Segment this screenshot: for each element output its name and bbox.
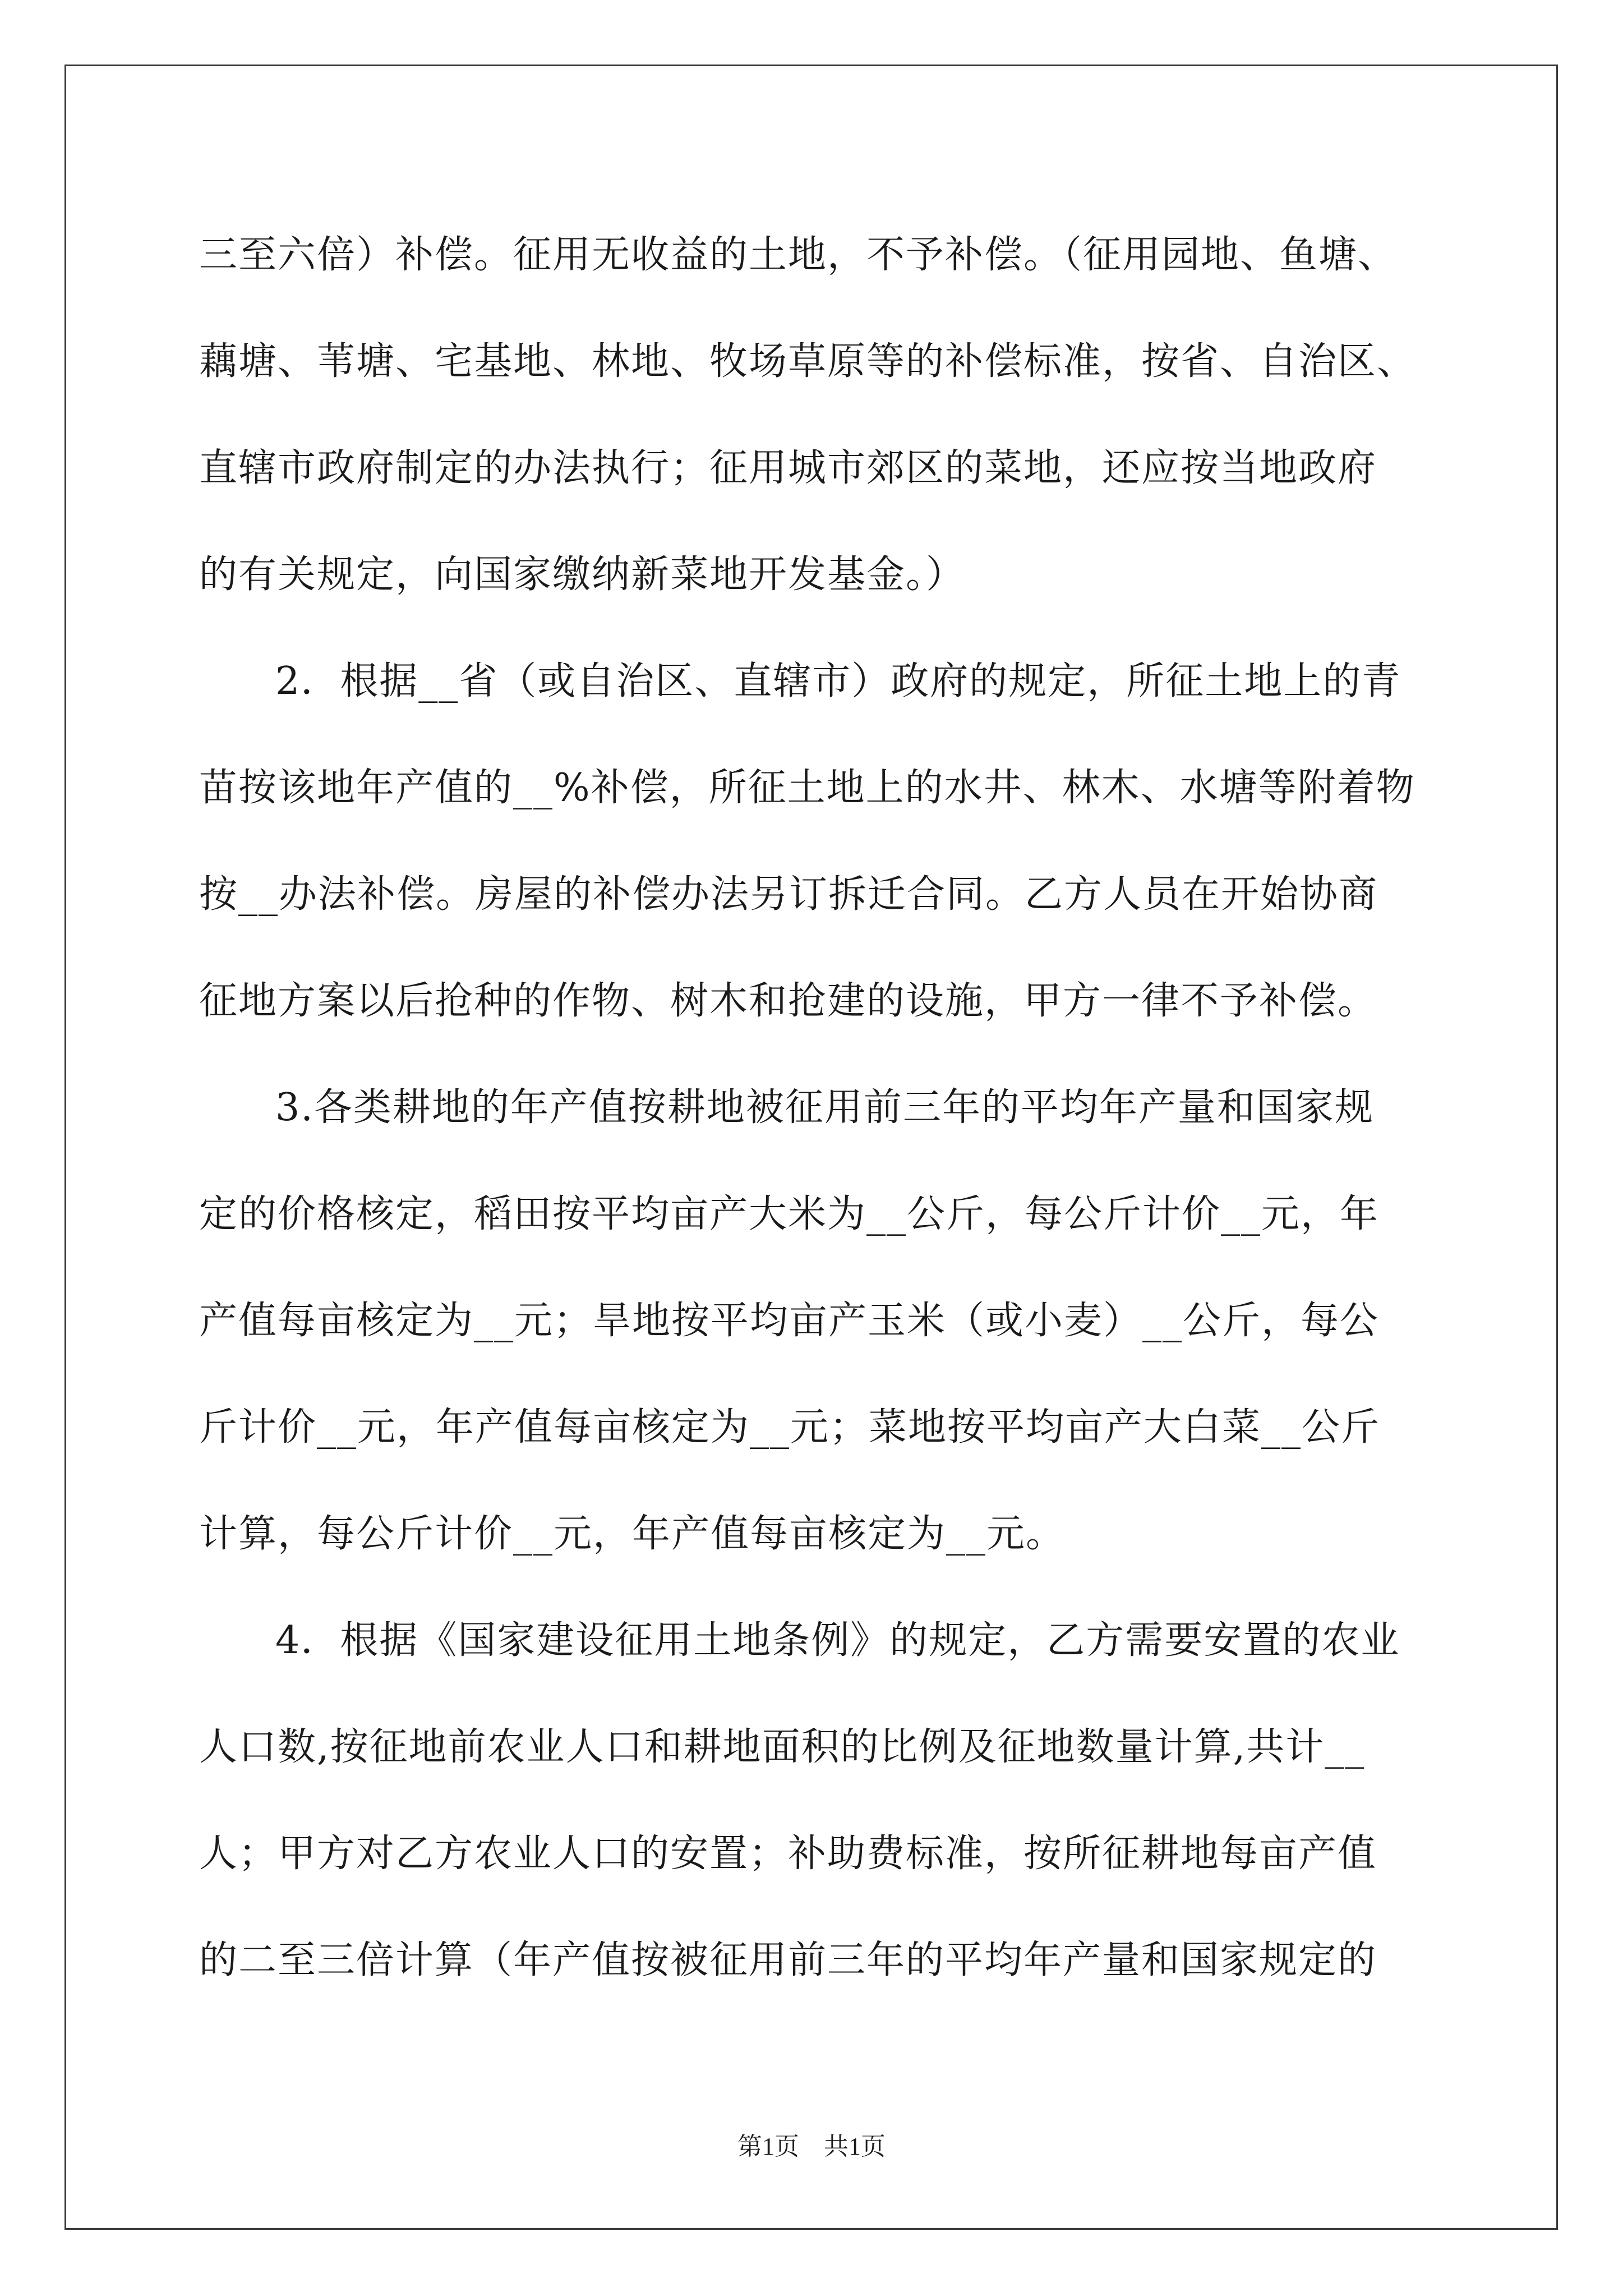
paragraph-3-start: 3.各类耕地的年产值按耕地被征用前三年的平均年产量和国家规 [275,1085,1374,1130]
text-line: 征地方案以后抢种的作物、树木和抢建的设施，甲方一律不予补偿。 [199,979,1377,1023]
text-line: 藕塘、苇塘、宅基地、林地、牧场草原等的补偿标准，按省、自治区、 [199,339,1417,384]
text-line: 按__办法补偿。房屋的补偿办法另订拆迁合同。乙方人员在开始协商 [199,872,1378,917]
text-line: 直辖市政府制定的办法执行；征用城市郊区的菜地，还应按当地政府 [199,446,1377,490]
text-line: 人口数,按征地前农业人口和耕地面积的比例及征地数量计算,共计__ [199,1725,1366,1769]
text-line: 三至六倍）补偿。征用无收益的土地，不予补偿。（征用园地、鱼塘、 [199,233,1398,277]
text-line: 计算，每公斤计价__元，年产值每亩核定为__元。 [199,1512,1066,1556]
paragraph-2-start: 2．根据__省（或自治区、直辖市）政府的规定，所征土地上的青 [275,659,1401,703]
text-line: 产值每亩核定为__元；旱地按平均亩产玉米（或小麦）__公斤，每公 [199,1299,1380,1343]
text-line: 人；甲方对乙方农业人口的安置；补助费标准，按所征耕地每亩产值 [199,1832,1377,1876]
text-line: 斤计价__元，年产值每亩核定为__元；菜地按平均亩产大白菜__公斤 [199,1405,1381,1450]
page-footer: 第1页 共1页 [737,2133,886,2160]
paragraph-4-start: 4．根据《国家建设征用土地条例》的规定，乙方需要安置的农业 [275,1618,1400,1663]
text-line: 苗按该地年产值的__%补偿，所征土地上的水井、林木、水塘等附着物 [199,766,1415,810]
text-line: 的二至三倍计算（年产值按被征用前三年的平均年产量和国家规定的 [199,1938,1377,1982]
text-line: 的有关规定，向国家缴纳新菜地开发基金。） [199,553,966,597]
document-body [199,210,1441,2022]
text-line: 定的价格核定，稻田按平均亩产大米为__公斤，每公斤计价__元，年 [199,1192,1380,1236]
